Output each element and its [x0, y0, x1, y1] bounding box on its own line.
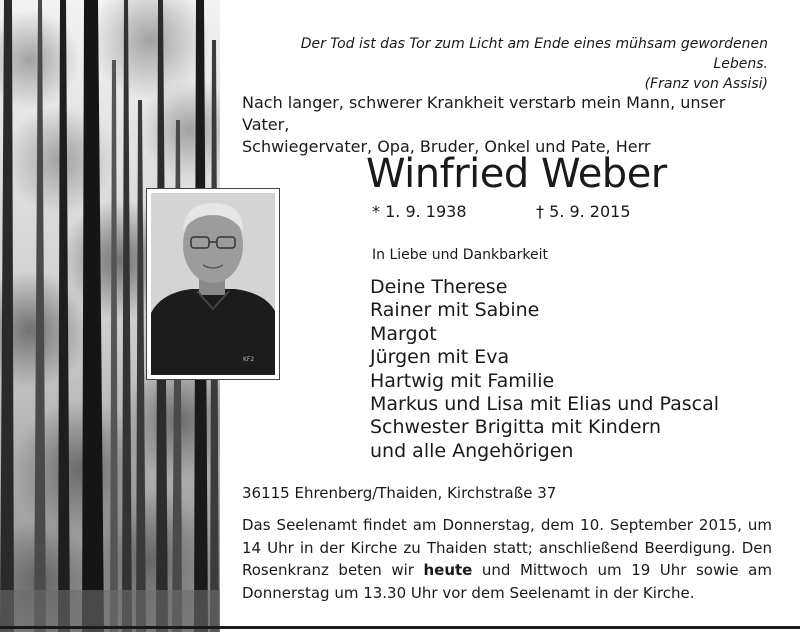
notice-text-part-2: und Mittwoch um 19 Uhr sowie am Donnerstag um 13.30 Uhr vor dem Seelenamt in der Kirche.: [242, 561, 772, 602]
portrait-photo: [146, 188, 280, 380]
funeral-notice: [242, 514, 772, 604]
death-date: † 5. 9. 2015: [536, 202, 631, 221]
quote: [242, 34, 768, 94]
mourner: Hartwig mit Familie: [370, 369, 555, 392]
notice-emphasis: heute: [423, 561, 473, 579]
quote-author: (Franz von Assisi): [644, 76, 768, 92]
shirt-label: KF2: [243, 356, 255, 363]
notice-text-part-1: Das Seelenamt findet am Donnerstag, dem 10. September 2015, um 14 Uhr in der Kirche zu Thaiden statt; anschließend Beerdigung. Den Rosenkranz beten wir: [242, 516, 772, 579]
intro-line-1: Nach langer, schwerer Krankheit verstarb mein Mann, unser Vater,: [242, 93, 726, 134]
intro: [242, 92, 772, 158]
address: 36115 Ehrenberg/Thaiden, Kirchstraße 37: [242, 484, 557, 502]
mourners-list: [370, 276, 719, 463]
portrait-illustration: [151, 193, 275, 375]
birth-date: * 1. 9. 1938: [372, 202, 467, 221]
portrait-image: [151, 193, 275, 375]
mourner: Rainer mit Sabine: [370, 299, 540, 322]
deceased-name: Winfried Weber: [366, 151, 667, 197]
mourner: und alle Angehörigen: [370, 439, 574, 462]
mourner: Deine Therese: [370, 276, 508, 298]
mourner: Markus und Lisa mit Elias und Pascal: [370, 393, 719, 416]
life-dates: [372, 201, 792, 223]
dedication: In Liebe und Dankbarkeit: [372, 247, 548, 263]
intro-line-2: Schwiegervater, Opa, Bruder, Onkel und Pate, Herr: [242, 137, 651, 156]
mourner: Jürgen mit Eva: [370, 346, 510, 369]
mourner: Margot: [370, 322, 437, 345]
bottom-rule: [0, 626, 800, 629]
quote-text: Der Tod ist das Tor zum Licht am Ende eines mühsam gewordenen Lebens.: [300, 36, 768, 72]
mourner: Schwester Brigitta mit Kindern: [370, 416, 662, 439]
